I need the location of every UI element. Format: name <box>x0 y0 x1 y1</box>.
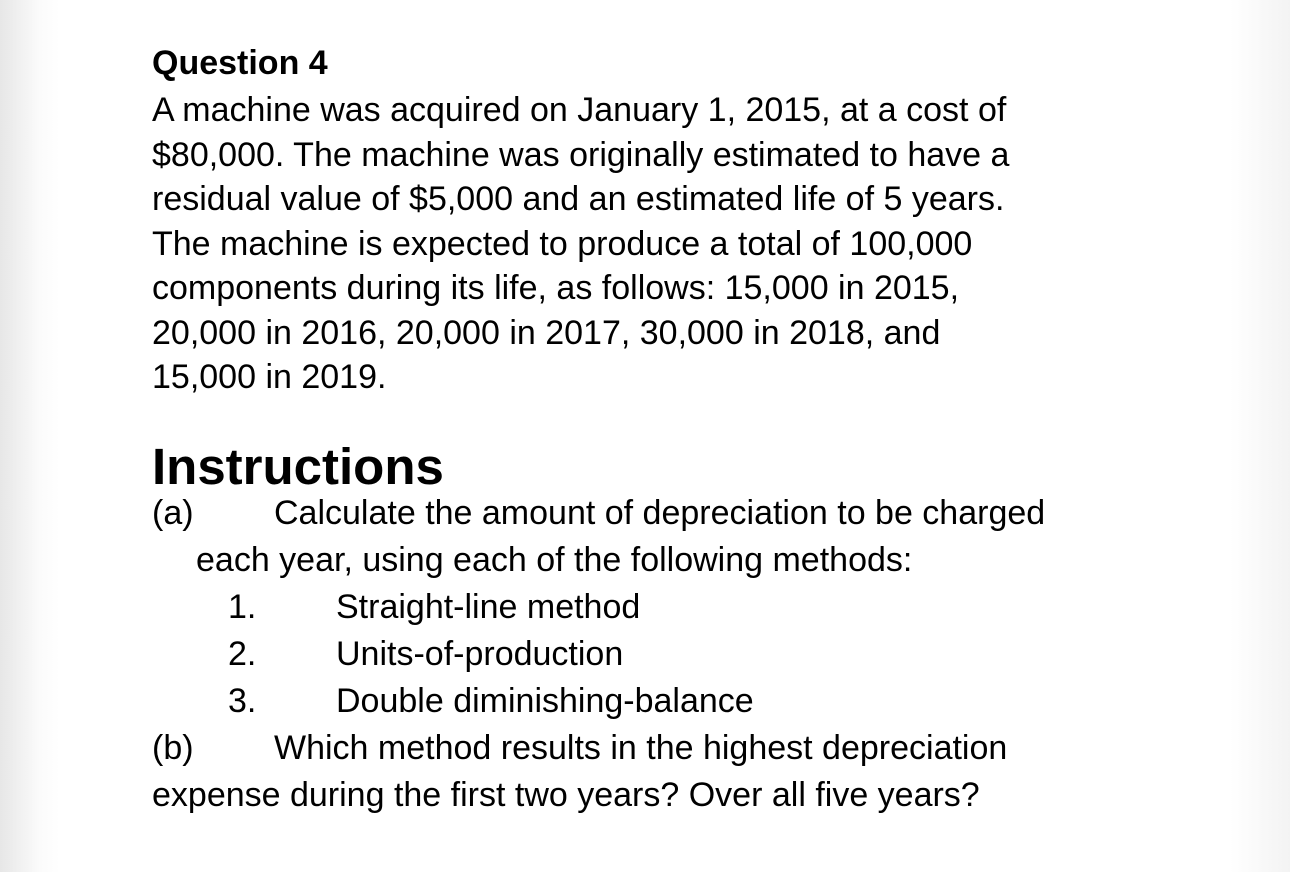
instructions-title: Instructions <box>152 437 444 495</box>
method-number: 2. <box>228 634 257 673</box>
question-line: components during its life, as follows: 15,000 in 2015, <box>152 269 960 307</box>
part-a-line <box>152 490 1232 537</box>
question-body <box>152 88 1232 400</box>
question-line: A machine was acquired on January 1, 2015, at a cost of <box>152 91 1007 129</box>
method-item <box>152 584 1232 631</box>
question-line: $80,000. The machine was originally estimated to have a <box>152 135 1010 174</box>
question-line: 15,000 in 2019. <box>152 358 387 396</box>
part-a-text: Calculate the amount of depreciation to be charged <box>274 493 1046 532</box>
part-b-line <box>152 725 1232 772</box>
question-content <box>152 38 1232 819</box>
question-line: residual value of $5,000 and an estimated life of 5 years. <box>152 180 1005 218</box>
part-b-line-continued: expense during the first two years? Over all five years? <box>152 775 980 814</box>
question-title: Question 4 <box>152 44 328 82</box>
part-b-text: Which method results in the highest depreciation <box>274 728 1008 767</box>
method-number: 1. <box>228 587 257 626</box>
page-shadow <box>0 0 40 872</box>
method-text: Straight-line method <box>336 587 641 626</box>
method-item <box>152 678 1232 725</box>
question-line: The machine is expected to produce a total of 100,000 <box>152 224 973 263</box>
part-a-label: (a) <box>152 493 194 532</box>
method-item <box>152 631 1232 678</box>
method-number: 3. <box>228 681 257 720</box>
method-text: Double diminishing-balance <box>336 681 754 720</box>
question-line: 20,000 in 2016, 20,000 in 2017, 30,000 in 2018, and <box>152 313 941 352</box>
section-gap <box>152 400 1232 444</box>
part-a-line-continued: each year, using each of the following methods: <box>196 540 913 579</box>
part-b-label: (b) <box>152 728 194 767</box>
method-text: Units-of-production <box>336 634 624 673</box>
